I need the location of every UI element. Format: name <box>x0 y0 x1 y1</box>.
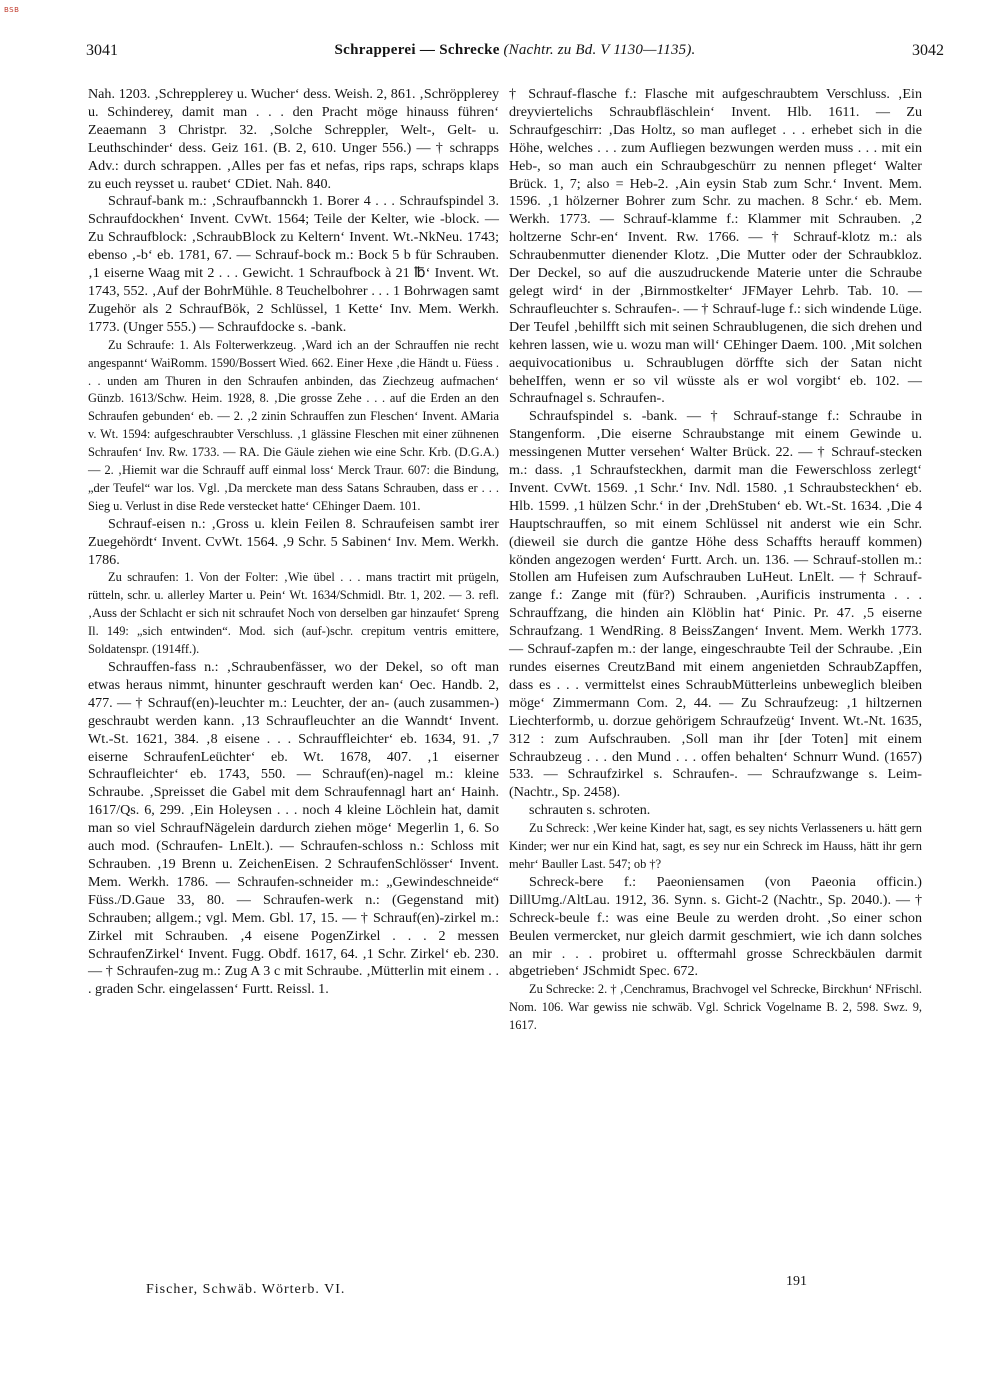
page-header <box>86 42 944 66</box>
dictionary-entry: Zu Schreck: ‚Wer keine Kinder hat, sagt, es sey nichts Verlasseners u. hätt gern Kinder; wer nur ein Kind hat, sagt, es sey nur ein Schreck im Hauss, hätt ihr gern mehr‘ Bauller Last. 547; ob †? <box>509 821 922 871</box>
right-column <box>509 86 922 1035</box>
dictionary-entry: Schreck-bere f.: Paeoniensamen (von Paeonia officin.) DillUmg./AltLau. 1912, 36. Synn. s. Gicht-2 (Nachtr., Sp. 2040.). — † Schreck-beule f.: was eine Beule zu werden droht. ‚So einer schon Beulen vermercket, nur gleich darmit geschmiert, wie ich dann solches an mir . . . probiret u. offtermahl grosse Schreckbäulen darmit abgetrieben‘ JSchmidt Spec. 672. <box>509 873 922 980</box>
dictionary-entry: Zu Schrecke: 2. † ‚Cenchramus, Brachvogel vel Schrecke, Birckhun‘ NFrischl. Nom. 106. War gewiss nie schwäb. Vgl. Schrick Vogelname B. 2, 598. Swz. 9, 1617. <box>509 982 922 1033</box>
dictionary-entry: schrauten s. schroten. <box>529 802 651 819</box>
right-column-number: 3042 <box>912 42 944 59</box>
dictionary-entry: Nah. 1203. ‚Schrepplerey u. Wucher‘ dess. Weish. 2, 861. ‚Schröpplerey u. Schinderey, damit man . . . den Pracht möge hinauss führen‘ Zeaemann 3 Christpr. 32. ‚Solche Schreppler, Welt-, Gelt- u. Leuthschinder‘ dess. Geiz 161. (B. 2, 610. Unger 556.) — † schrapps Adv.: durch schrappen. ‚Alles per fas et nefas, rips raps, schraps klaps zu euch reysset u. raubet‘ CDiet. Nah. 840. <box>88 86 499 192</box>
dictionary-entry: Schraufspindel s. -bank. — † Schrauf-stange f.: Schraube in Stangenform. ‚Die eiserne Schraubstange mit einem Gewinde u. messingenen Mutter versehen‘ Walter Brück. 22. — † Schrauf-stecken m.: dass. ‚1 Schraufsteckhen, darmit man die Fewerschloss zerlegt‘ Invent. CvWt. 1569. ‚1 Schr.‘ Inv. Ndl. 1580. ‚1 Schraubsteckhen‘ eb. Hlb. 1599. ‚1 hülzen Schr.‘ in der ‚DrehStuben‘ eb. Wt.-St. 1634. ‚Die 4 Hauptschrauffen, so mit einem Schlüssel nit anderst wie ein Schr. (dieweil sie durch die gantze Höhe dess Schaffts herauff kommen) könden angezogen werden‘ Furtt. Arch. un. 136. — Schrauf-stollen m.: Stollen am Hufeisen zum Aufschrauben LuHeut. LnElt. — † Schrauf-zange f.: Zange mit (für?) Schrauben. ‚Aurificis instrumenta . . . Schrauffzang, die hinden ain Klöblin hat‘ Pinic. Pr. 47. ‚5 eiserne Schraufzang. 1 WendRing. 8 BeissZangen‘ Invent. Mem. Werkh 1773. — Schrauf-zapfen m.: der lange, eingeschraubte Teil der Schraube. ‚Ein rundes eisernes CreutzBand mit einem angenietden SchraubZapffen, dass es . . . vermittelst eines SchraubMütterleins unbeweglich bleiben möge‘ Zimmermann Com. 2, 44. — Zu Schraufzeug: ‚1 hiltzernen Liechterformb, u. dorzue gehörigem Schraufzeüg‘ Invent. Wt.-Nt. 1635, 312 : zum Aufschrauben. ‚Soll man ihr [der Toten] mit einem Schraubzeug . . . den Mund . . . offen behalten‘ Schnurr Wund. (1657) 533. — Schraufzirkel s. Schraufen-. — Schraufzwange s. Leim- (Nachtr., Sp. 2458). <box>509 408 922 801</box>
dictionary-entry: Schrauf-eisen n.: ‚Gross u. klein Feilen 8. Schraufeisen sambt irer Zuegehördt‘ Invent. CvWt. 1564. ‚9 Schr. 5 Sabinen‘ Inv. Mem. Werkh. 1786. <box>88 515 499 568</box>
running-title-main: Schrapperei — Schrecke <box>334 42 500 58</box>
dictionary-entry: † Schrauf-flasche f.: Flasche mit aufgeschraubtem Verschluss. ‚Ein dreyviertelichs Schraubfläschlein‘ Invent. Hlb. 1611. — Zu Schraufgeschirr: ‚Das Holtz, so man aufleget . . . erhebet sich in die Höhe, welches . . . zum Aufliegen bezwungen werden muss . . . mit ein Heb-, so man auch ein Schraubgeschürr zu nennen pfleget‘ Walter Brück. 1, 7; also = Heb-2. ‚Ain eysin Stab zum Schr.‘ Invent. Mem. 1596. ‚1 hölzerner Bohrer zum Schr. zu machen. 8 Schr.‘ eb. Mem. Werkh. 1773. — Schrauf-klamme f.: Klammer mit Schrauben. ‚2 holtzerne Schr-en‘ Invent. Rw. 1766. — † Schrauf-klotz m.: als Schraubenmutter dienender Klotz. ‚Die Mutter oder der Schraubkloz. Der Deckel, so auf die auszudruckende Materie unter die Schraube gelegt wird‘ in der ‚Birnmostkelter‘ JFMayer Lehrb. Tab. 10. — Schraufleuchter s. Schraufen-. — † Schrauf-luge f.: sich windende Lüge. Der Teufel ‚behilfft sich mit seinen Schraublugenen, die sich drehen und kehren lassen, wie u. wozu man will‘ CEhinger Daem. 100. ‚Mit solchen aequivocationibus u. Schraublugen dörffte sich der Satan nicht beheIffen, wenn er so vil wüsste als er wol vorgibt‘ eb. 102. — Schraufnagel s. Schraufen-. <box>509 86 922 407</box>
running-title-note: (Nachtr. zu Bd. V 1130—1135). <box>503 42 696 58</box>
library-stamp: BSB <box>4 6 20 14</box>
page-signature: 191 <box>786 1274 807 1289</box>
left-column-number: 3041 <box>86 42 118 59</box>
dictionary-entry: Schrauf-bank m.: ‚Schraufbannckh 1. Borer 4 . . . Schraufspindel 3. Schraufdockhen‘ Invent. CvWt. 1564; Teile der Kelter, wie -block. — Zu Schraufblock: ‚SchraubBlock zu Keltern‘ Invent. Wt.-NkNeu. 1743; ebenso ‚-b‘ eb. 1781, 67. — Schrauf-bock m.: Bock 5 b für Schrauben. ‚1 eiserne Waag mit 2 . . . Gewicht. 1 Schraufbock à 21 ℔‘ Invent. Wt. 1743, 552. ‚Auf der BohrMühle. 8 Teuchelbohrer . . . 1 Bohrwagen samt Zugehör als 2 SchraufBök, 2 Schlüssel, 1 Kette‘ Inv. Mem. Werkh. 1773. (Unger 555.) — Schraufdocke s. -bank. <box>88 193 499 335</box>
dictionary-entry: Zu Schraufe: 1. Als Folterwerkzeug. ‚Ward ich an der Schrauffen nie recht angespannt‘ WaiRomm. 1590/Bossert Wied. 662. Einer Hexe ‚die Händt u. Füess . . . unden am Thuren in den Schraufen anbinden, das Ziechzeug aufmachen‘ Günzb. 1613/Schw. Heim. 1928, 8. ‚Die grosse Zehe . . . auf die Erden an den Schraufen gebunden‘ eb. — 2. ‚2 zinin Schrauffen zun Fleschen‘ Invent. AMaria v. Wt. 1594: aufgeschraubter Verschluss. ‚1 glässine Fleschen mit einer zühnenen Schraufen‘ Inv. Rw. 1733. — RA. Die Gäule ziehen wie eine Schr. Krb. (D.G.A.) — 2. ‚Hiemit war die Schrauff auff einmal loss‘ Merck Traur. 607: die Bindung, „der Teufel“ war los. Vgl. ‚Da merckete man dess Satans Schrauben, dass er . . . Sieg u. Verlust in dise Rede verstecket hatte‘ CEhinger Daem. 101. <box>88 337 499 513</box>
footer-author-line: Fischer, Schwäb. Wörterb. VI. <box>146 1282 346 1297</box>
dictionary-entry: Zu schraufen: 1. Von der Folter: ‚Wie übel . . . mans tractirt mit prügeln, rütteln, schr. u. allerley Marter u. Pein‘ Wt. 1634/Schmidl. Btr. 1, 202. — 3. refl. ‚Auss der Schlacht er sich nit schraufet Noch von derselben gar hinzaufet‘ Spreng Il. 149: „sich entwinden“. Mod. sich (auf-)schr. crepitum ventris emittere, Soldatenspr. (1914ff.). <box>88 570 499 657</box>
dictionary-entry: Schrauffen-fass n.: ‚Schraubenfässer, wo der Dekel, so oft man etwas heraus nimmt, hinunter geschrauft werden kan‘ Oec. Handb. 2, 477. — † Schrauf(en)-leuchter m.: Leuchter, der an- (auch zusammen-) geschraubt werden kann. ‚13 Schraufleuchter an die Wanndt‘ Invent. Wt.-St. 1621, 384. ‚8 eisene . . . Schrauffleichter‘ eb. 1634, 91. ‚7 eiserne SchraufenLeüchter‘ eb. Wt. 1678, 407. ‚1 eiserner Schraufleichter‘ eb. 1743, 550. — Schrauf(en)-nagel m.: kleine Schraube. ‚Spreisset die Gabel mit dem Schraufennagl hart an‘ Hainh. 1617/Qs. 6, 299. ‚Ein Holeysen . . . noch 4 kleine Löchlein hat, damit man so viel SchraufNägelein dardurch ziehen möge‘ Megerlin 1, 6. So auch mod. (Schraufen- LnElt.). — Schraufen-schloss n.: Schloss mit Schrauben. ‚19 Brenn u. ZeichenEisen. 2 SchraufenSchlösser‘ Invent. Mem. Werkh. 1786. — Schraufen-schneider m.: „Gewindeschneide“ Füss./D.Gaue 33, 80. — Schraufen-werk n.: (Gegenstand mit) Schrauben; allgem.; vgl. Mem. Gbl. 17, 15. — † Schrauf(en)-zirkel m.: Zirkel mit Schrauben. ‚4 eisene PogenZirkel . . . 2 messen SchraufenZirkel‘ Invent. Fugg. Obdf. 1617, 64. ‚1 Schr. Zirkel‘ eb. 230. — † Schraufen-zug m.: Zug A 3 c mit Schraube. ‚Mütterlin mit einem . . . graden Schr. eingelassen‘ Furtt. Reissl. 1. <box>88 659 499 998</box>
left-column <box>88 86 499 999</box>
running-title <box>86 42 944 59</box>
